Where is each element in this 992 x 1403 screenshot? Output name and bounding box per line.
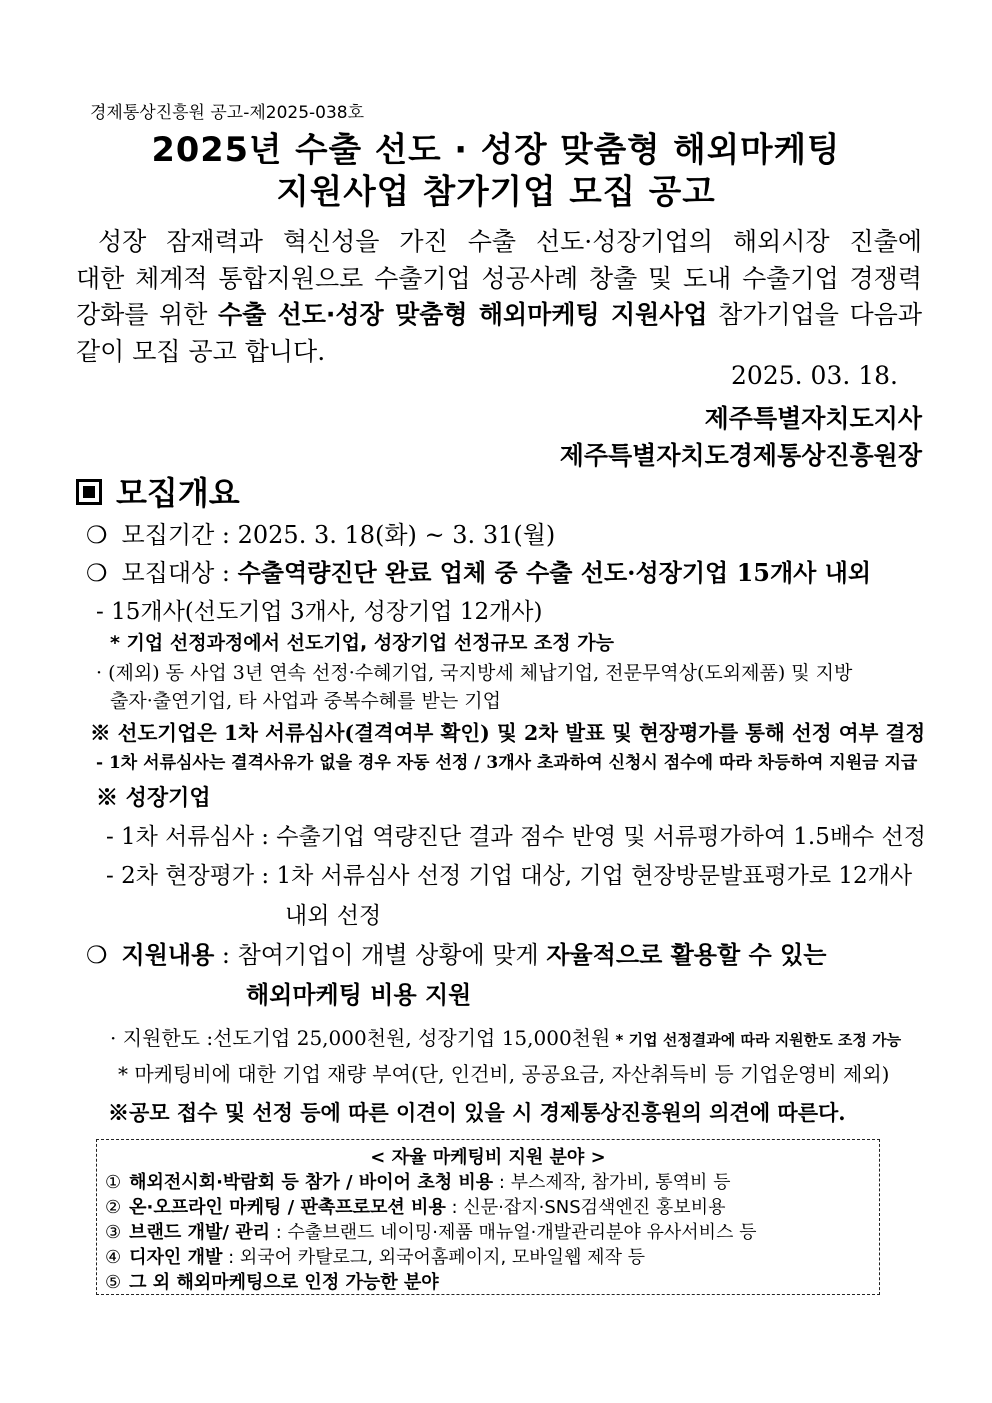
intro-line-1: 성장 잠재력과 혁신성을 가진 수출 선도·성장기업의 해외시장 진출에 bbox=[98, 227, 922, 256]
opinion-note: ※공모 접수 및 선정 등에 따른 이견이 있을 시 경제통상진흥원의 의견에 따른다. bbox=[108, 1100, 846, 1125]
intro-paragraph bbox=[76, 224, 922, 370]
box-item-rest: : 신문·잡지·SNS검색엔진 홍보비용 bbox=[445, 1197, 726, 1218]
recruit-target: ❍ 모집대상 : 수출역량진단 완료 업체 중 수출 선도·성장기업 15개사 내외 bbox=[86, 558, 872, 587]
lead-company-subnote: - 1차 서류심사는 결격사유가 없을 경우 자동 선정 / 3개사 초과하여 신청시 점수에 따라 차등하여 지원금 지급 bbox=[96, 753, 918, 773]
support-text-bold: 자율적으로 활용할 수 있는 bbox=[546, 940, 827, 969]
growth-step-2: - 2차 현장평가 : 1차 서류심사 선정 기업 대상, 기업 현장방문발표평가로 12개사 bbox=[106, 863, 913, 889]
circled-number: ④ bbox=[105, 1247, 122, 1268]
box-item-bold: 디자인 개발 bbox=[129, 1247, 223, 1268]
box-title: < 자율 마케팅비 지원 분야 > bbox=[370, 1147, 606, 1168]
section-heading bbox=[76, 468, 240, 514]
support-content-line-2: 해외마케팅 비용 지원 bbox=[246, 980, 472, 1009]
box-item bbox=[105, 1168, 731, 1194]
support-limit bbox=[110, 1022, 901, 1051]
support-label: 지원내용 bbox=[121, 940, 215, 969]
growth-step-1: - 1차 서류심사 : 수출기업 역량진단 결과 점수 반영 및 서류평가하여 1.5배수 선정 bbox=[106, 824, 926, 850]
exclusion-line-2: 출자·출연기업, 타 사업과 중복수혜를 받는 기업 bbox=[110, 690, 502, 712]
issuer-governor: 제주특별자치도지사 bbox=[704, 404, 922, 433]
box-item-rest: : 외국어 카탈로그, 외국어홈페이지, 모바일웹 제작 등 bbox=[222, 1247, 646, 1268]
intro-line-3-pre: 강화를 위한 bbox=[76, 300, 218, 329]
box-item bbox=[105, 1243, 645, 1269]
box-item bbox=[105, 1268, 439, 1294]
company-count: - 15개사(선도기업 3개사, 성장기업 12개사) bbox=[96, 599, 543, 625]
growth-title: ※ 성장기업 bbox=[96, 785, 211, 811]
marketing-fields-box bbox=[96, 1139, 880, 1295]
shadowed-circle-bullet-icon: ❍ bbox=[86, 941, 108, 969]
recruit-period: ❍ 모집기간 : 2025. 3. 18(화) ~ 3. 31(월) bbox=[86, 521, 556, 549]
intro-line-3-bold: 수출 선도·성장 맞춤형 해외마케팅 지원사업 bbox=[217, 300, 708, 329]
circle-bullet-icon: ❍ bbox=[86, 559, 108, 587]
growth-step-2-continued: 내외 선정 bbox=[285, 903, 382, 929]
period-label: 모집기간 bbox=[121, 521, 215, 549]
target-label: 모집대상 bbox=[121, 559, 215, 587]
period-value: 2025. 3. 18(화) ~ 3. 31(월) bbox=[237, 521, 556, 549]
box-item bbox=[105, 1193, 725, 1219]
marketing-note: * 마케팅비에 대한 기업 재량 부여(단, 인건비, 공공요금, 자산취득비 등 기업운영비 제외) bbox=[118, 1062, 890, 1086]
support-text: : 참여기업이 개별 상황에 맞게 bbox=[214, 941, 547, 969]
circled-number: ② bbox=[105, 1197, 122, 1218]
intro-line-4: 같이 모집 공고 합니다. bbox=[76, 336, 326, 366]
intro-line-3-post: 참가기업을 다음과 bbox=[707, 300, 922, 329]
box-item-bold: 브랜드 개발/ 관리 bbox=[129, 1222, 270, 1243]
notice-date: 2025. 03. 18. bbox=[731, 361, 898, 390]
title-line-2: 지원사업 참가기업 모집 공고 bbox=[276, 172, 716, 211]
notice-number: 경제통상진흥원 공고-제2025-038호 bbox=[90, 103, 365, 123]
box-item bbox=[105, 1218, 757, 1244]
circled-number: ③ bbox=[105, 1222, 122, 1243]
support-limit-text: · 지원한도 :선도기업 25,000천원, 성장기업 15,000천원 bbox=[110, 1026, 611, 1050]
target-value: 수출역량진단 완료 업체 중 수출 선도·성장기업 15개사 내외 bbox=[237, 558, 872, 587]
section-title: 모집개요 bbox=[116, 474, 240, 512]
support-content bbox=[86, 935, 826, 970]
circle-bullet-icon: ❍ bbox=[86, 521, 108, 549]
filled-square-icon bbox=[76, 479, 102, 505]
circled-number: ⑤ bbox=[105, 1272, 122, 1293]
box-item-rest: : 부스제작, 참가비, 통역비 등 bbox=[493, 1172, 731, 1193]
lead-company-note: ※ 선도기업은 1차 서류심사(결격여부 확인) 및 2차 발표 및 현장평가를 통해 선정 여부 결정 bbox=[90, 721, 926, 745]
support-limit-note: * 기업 선정결과에 따라 지원한도 조정 가능 bbox=[610, 1031, 902, 1049]
box-item-bold: 온·오프라인 마케팅 / 판촉프로모션 비용 bbox=[129, 1197, 446, 1218]
title-line-1: 2025년 수출 선도 · 성장 맞춤형 해외마케팅 bbox=[151, 130, 841, 169]
intro-line-3 bbox=[76, 297, 922, 334]
box-item-rest: : 수출브랜드 네이밍·제품 매뉴얼·개발관리분야 유사서비스 등 bbox=[269, 1222, 757, 1243]
box-item-bold: 해외전시회·박람회 등 참가 / 바이어 초청 비용 bbox=[129, 1172, 494, 1193]
exclusion-line-1: · (제외) 동 사업 3년 연속 선정·수혜기업, 국지방세 체납기업, 전문무역상(도외제품) 및 지방 bbox=[96, 662, 853, 684]
intro-line-2: 대한 체계적 통합지원으로 수출기업 성공사례 창출 및 도내 수출기업 경쟁력 bbox=[76, 263, 922, 293]
issuer-agency: 제주특별자치도경제통상진흥원장 bbox=[559, 441, 922, 470]
box-item-bold: 그 외 해외마케팅으로 인정 가능한 분야 bbox=[129, 1272, 439, 1293]
adjust-note: * 기업 선정과정에서 선도기업, 성장기업 선정규모 조정 가능 bbox=[110, 632, 614, 654]
circled-number: ① bbox=[105, 1172, 122, 1193]
